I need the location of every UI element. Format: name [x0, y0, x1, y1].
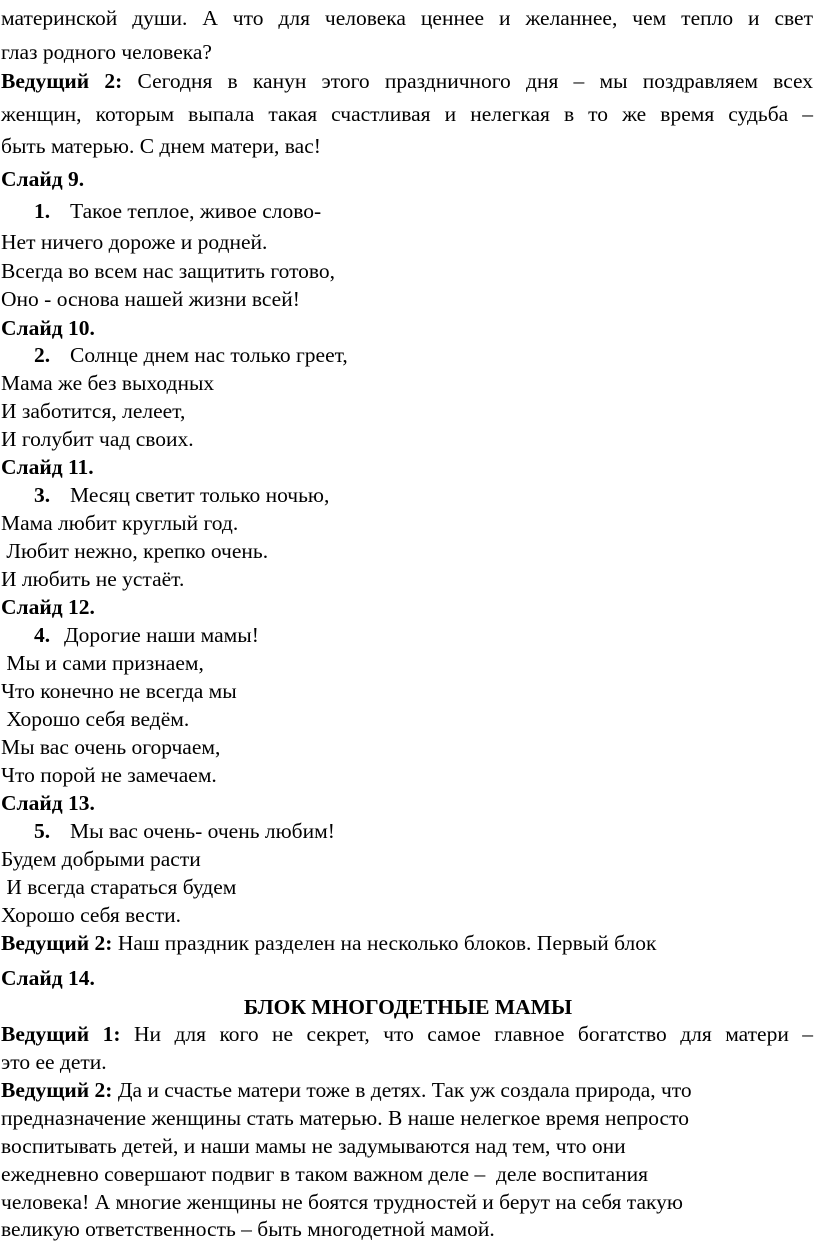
poem-first-line: [34, 342, 348, 368]
poem-first-line: [34, 482, 329, 508]
paragraph-host2b-line-3: воспитывать детей, и наши мамы не задумываются над тем, что они: [1, 1134, 626, 1158]
paragraph-host2-line-1: [1, 68, 813, 94]
poem-first-line: [34, 198, 321, 224]
slide-heading: Слайд 12.: [1, 595, 95, 619]
poem-text: Месяц светит только ночью,: [70, 483, 330, 507]
paragraph-text: Наш праздник разделен на несколько блоков. Первый блок: [117, 931, 657, 955]
paragraph-text: Ни для кого не секрет, что самое главное богатство для матери –: [133, 1022, 814, 1046]
poem-number: 5.: [34, 819, 51, 843]
poem-line: Нет ничего дороже и родней.: [1, 230, 268, 254]
paragraph-host1-line-1: [1, 1021, 813, 1047]
poem-line: И заботится, лелеет,: [1, 399, 186, 423]
poem-text: Дорогие наши мамы!: [64, 623, 259, 647]
speaker-label: Ведущий 1:: [1, 1022, 121, 1046]
poem-line: Мы и сами признаем,: [1, 651, 204, 675]
paragraph-host2b-line-6: великую ответственность – быть многодетной мамой.: [1, 1217, 495, 1241]
speaker-label: Ведущий 2:: [1, 1078, 113, 1102]
slide-heading: Слайд 9.: [1, 167, 85, 191]
speaker-label: Ведущий 2:: [1, 931, 113, 955]
paragraph-host2b-line-2: предназначение женщины стать матерью. В наше нелегкое время непросто: [1, 1106, 689, 1130]
poem-line: Всегда во всем нас защитить готово,: [1, 259, 336, 283]
poem-line: Оно - основа нашей жизни всей!: [1, 287, 300, 311]
paragraph-host2b-line-4: ежедневно совершают подвиг в таком важном деле – деле воспитания: [1, 1162, 649, 1186]
poem-line: Мама же без выходных: [1, 371, 215, 395]
intro-line-2: глаз родного человека?: [1, 40, 212, 64]
poem-number: 1.: [34, 199, 51, 223]
paragraph-host2-line-3: быть матерью. С днем матери, вас!: [1, 134, 321, 158]
poem-first-line: [34, 818, 335, 844]
poem-text: Солнце днем нас только греет,: [70, 343, 348, 367]
slide-heading: Слайд 11.: [1, 455, 94, 479]
poem-line: Что конечно не всегда мы: [1, 679, 237, 703]
poem-line: Мы вас очень огорчаем,: [1, 735, 221, 759]
paragraph-text: Да и счастье матери тоже в детях. Так уж создала природа, что: [117, 1078, 692, 1102]
poem-line: И любить не устаёт.: [1, 567, 185, 591]
poem-line: И голубит чад своих.: [1, 427, 194, 451]
slide-heading: Слайд 13.: [1, 791, 95, 815]
slide-heading: Слайд 10.: [1, 316, 95, 340]
poem-first-line: [34, 622, 259, 648]
poem-number: 4.: [34, 623, 51, 647]
poem-number: 2.: [34, 343, 51, 367]
poem-line: Мама любит круглый год.: [1, 511, 239, 535]
paragraph-host1-line-2: это ее дети.: [1, 1050, 107, 1074]
paragraph-host2b-line-1: [1, 1077, 692, 1103]
poem-line: И всегда стараться будем: [1, 875, 237, 899]
paragraph-host2-line-2: женщин, которым выпала такая счастливая и нелегкая в то же время судьба –: [1, 102, 813, 126]
poem-text: Такое теплое, живое слово-: [70, 199, 322, 223]
intro-line-1: материнской души. А что для человека ценнее и желаннее, чем тепло и свет: [1, 6, 813, 30]
poem-line: Хорошо себя ведём.: [1, 707, 190, 731]
paragraph-host2-blocks: [1, 930, 656, 956]
section-title: БЛОК МНОГОДЕТНЫЕ МАМЫ: [243, 995, 573, 1019]
speaker-label: Ведущий 2:: [1, 69, 123, 93]
poem-line: Будем добрыми расти: [1, 847, 201, 871]
paragraph-host2b-line-5: человека! А многие женщины не боятся трудностей и берут на себя такую: [1, 1190, 683, 1214]
poem-number: 3.: [34, 483, 51, 507]
poem-line: Любит нежно, крепко очень.: [1, 539, 269, 563]
paragraph-text: Сегодня в канун этого праздничного дня – мы поздравляем всех: [137, 69, 814, 93]
poem-line: Что порой не замечаем.: [1, 763, 217, 787]
poem-line: Хорошо себя вести.: [1, 903, 182, 927]
poem-text: Мы вас очень- очень любим!: [70, 819, 335, 843]
slide-heading: Слайд 14.: [1, 966, 95, 990]
